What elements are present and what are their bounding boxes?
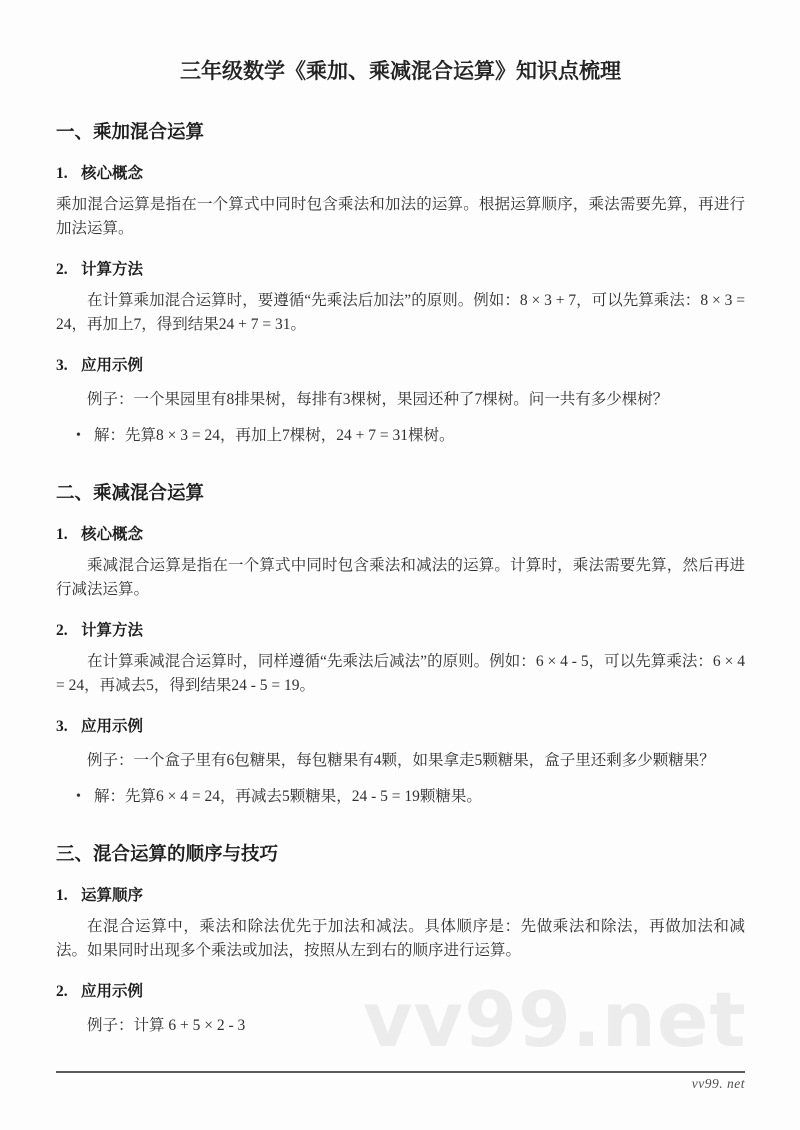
bullet-icon: • bbox=[76, 428, 81, 443]
footer bbox=[56, 1071, 745, 1092]
solution-text: 解：先算8 × 3 = 24，再加上7棵树，24 + 7 = 31棵树。 bbox=[94, 427, 455, 444]
subsection-title: 计算方法 bbox=[81, 261, 144, 278]
solution-item bbox=[56, 424, 745, 448]
subsection-heading bbox=[56, 258, 745, 282]
subsection-number: 3. bbox=[56, 718, 68, 735]
solution-item bbox=[56, 785, 745, 809]
subsection-number: 2. bbox=[56, 983, 68, 1000]
subsection-heading bbox=[56, 715, 745, 739]
subsection-title: 核心概念 bbox=[81, 165, 144, 182]
body-paragraph: 乘减混合运算是指在一个算式中同时包含乘法和减法的运算。计算时，乘法需要先算，然后再进行减法运算。 bbox=[56, 557, 745, 598]
subsection-heading bbox=[56, 523, 745, 547]
subsection-heading bbox=[56, 884, 745, 908]
body-paragraph: 在计算乘加混合运算时，要遵循“先乘法后加法”的原则。例如：8 × 3 + 7，可以先算乘法：8 × 3 = 24，再加上7，得到结果24 + 7 = 31。 bbox=[56, 292, 745, 333]
section-2-heading: 二、乘减混合运算 bbox=[56, 482, 205, 503]
section-multiply-add bbox=[56, 119, 745, 448]
section-1-heading: 一、乘加混合运算 bbox=[56, 121, 205, 142]
subsection-title: 计算方法 bbox=[81, 622, 144, 639]
subsection-title: 应用示例 bbox=[81, 718, 144, 735]
bullet-icon: • bbox=[76, 789, 81, 804]
subsection-heading bbox=[56, 354, 745, 378]
subsection-heading bbox=[56, 980, 745, 1004]
body-paragraph: 乘加混合运算是指在一个算式中同时包含乘法和加法的运算。根据运算顺序，乘法需要先算，再进行加法运算。 bbox=[56, 196, 745, 237]
subsection-number: 1. bbox=[56, 526, 68, 543]
footer-site-text: vv99. net bbox=[691, 1076, 745, 1091]
subsection-title: 应用示例 bbox=[81, 357, 144, 374]
subsection-heading bbox=[56, 162, 745, 186]
subsection-title: 核心概念 bbox=[81, 526, 144, 543]
subsection-heading bbox=[56, 619, 745, 643]
section-3-heading: 三、混合运算的顺序与技巧 bbox=[56, 843, 279, 864]
subsection-number: 2. bbox=[56, 261, 68, 278]
body-paragraph: 在混合运算中，乘法和除法优先于加法和减法。具体顺序是：先做乘法和除法，再做加法和减法。如果同时出现多个乘法或加法，按照从左到右的顺序进行运算。 bbox=[56, 918, 745, 959]
solution-text: 解：先算6 × 4 = 24，再减去5颗糖果，24 - 5 = 19颗糖果。 bbox=[94, 788, 482, 805]
subsection-number: 1. bbox=[56, 165, 68, 182]
section-order-and-skills bbox=[56, 841, 745, 1038]
watermark: vv99.net bbox=[363, 975, 747, 1064]
example-line: 例子：一个盒子里有6包糖果，每包糖果有4颗，如果拿走5颗糖果，盒子里还剩多少颗糖果？ bbox=[87, 752, 715, 769]
subsection-title: 应用示例 bbox=[81, 983, 144, 1000]
subsection-title: 运算顺序 bbox=[81, 887, 144, 904]
subsection-number: 2. bbox=[56, 622, 68, 639]
subsection-number: 3. bbox=[56, 357, 68, 374]
section-multiply-subtract bbox=[56, 480, 745, 809]
document-title: 三年级数学《乘加、乘减混合运算》知识点梳理 bbox=[180, 60, 621, 83]
example-line: 例子：一个果园里有8排果树，每排有3棵树，果园还种了7棵树。问一共有多少棵树？ bbox=[87, 391, 669, 408]
subsection-number: 1. bbox=[56, 887, 68, 904]
example-line: 例子：计算 6 + 5 × 2 - 3 bbox=[87, 1017, 246, 1034]
body-paragraph: 在计算乘减混合运算时，同样遵循“先乘法后减法”的原则。例如：6 × 4 - 5，可以先算乘法：6 × 4 = 24，再减去5，得到结果24 - 5 = 19。 bbox=[56, 653, 745, 694]
